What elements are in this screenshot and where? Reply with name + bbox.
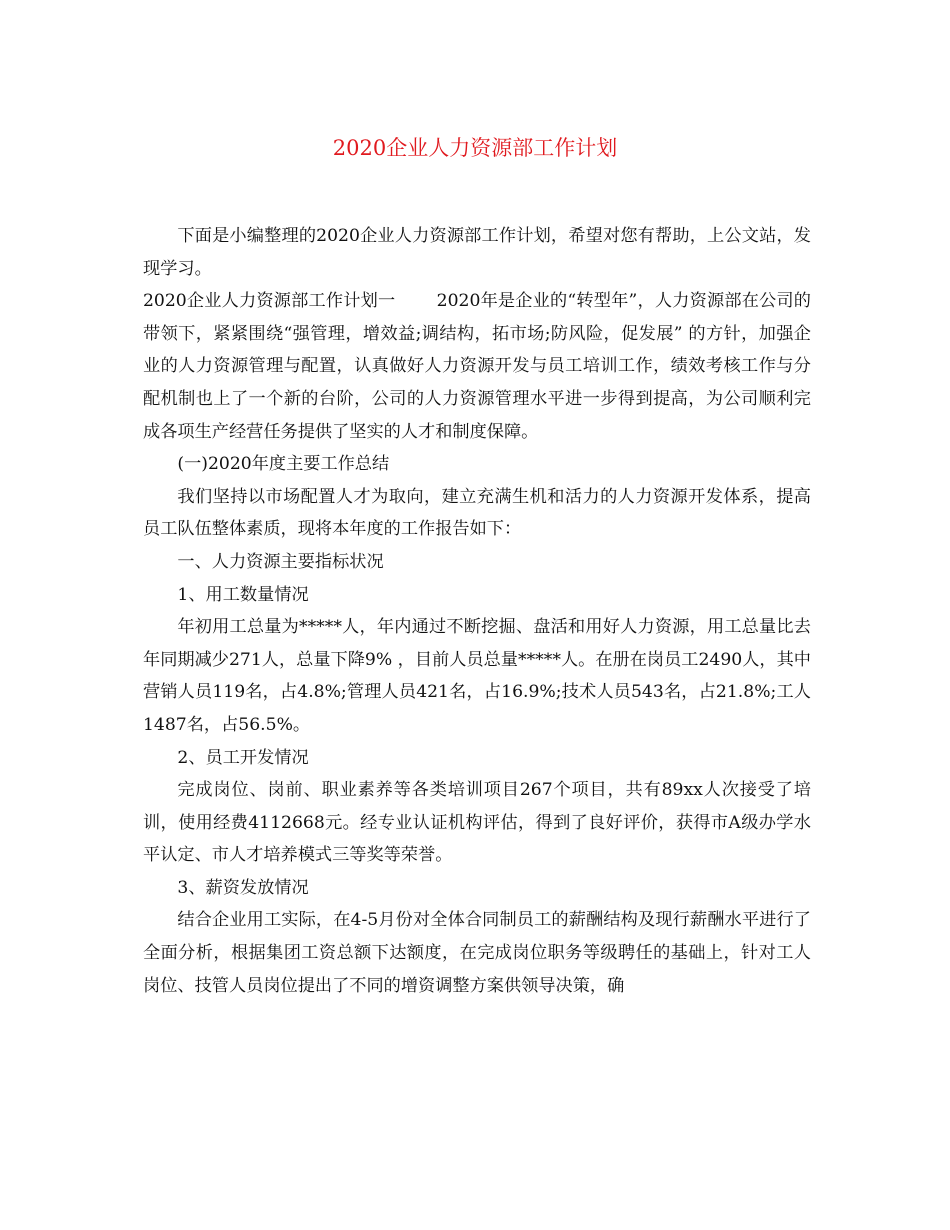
sub-3-heading: 3、薪资发放情况 bbox=[177, 877, 309, 898]
plan-intro-text: 2020年是企业的“转型年”，人力资源部在公司的带领下，紧紧围绕“强管理，增效益;调结构，拓市场;防风险，促发展” 的方针，加强企业的人力资源管理与配置，认真做好人力资源开发与员工培训工作，绩效考核工作与分配机制也上了一个新的台阶，公司的人力资源管理水平进一步得到提高，为公司顺利完成各项生产经营任务提供了坚实的人才和制度保障。 bbox=[143, 291, 811, 442]
document-body bbox=[143, 220, 811, 1002]
sub-3-paragraph: 结合企业用工实际，在4-5月份对全体合同制员工的薪酬结构及现行薪酬水平进行了全面分析，根据集团工资总额下达额度，在完成岗位职务等级聘任的基础上，针对工人岗位、技管人员岗位提出了不同的增资调整方案供领导决策，确 bbox=[143, 910, 811, 996]
sub-2-heading: 2、员工开发情况 bbox=[177, 747, 309, 768]
sub-1-paragraph: 年初用工总量为*****人，年内通过不断挖掘、盘活和用好人力资源，用工总量比去年同期减少271人，总量下降9% ，目前人员总量*****人。在册在岗员工2490人，其中营销人员119名，占4.8%;管理人员421名，占16.9%;技术人员543名，占21.8%;工人1487名，占56.5%。 bbox=[143, 617, 811, 735]
summary-paragraph: 我们坚持以市场配置人才为取向，建立充满生机和活力的人力资源开发体系，提高员工队伍整体素质，现将本年度的工作报告如下： bbox=[143, 486, 811, 540]
document-title: 2020企业人力资源部工作计划 bbox=[332, 136, 618, 160]
section-summary-heading: (一)2020年度主要工作总结 bbox=[177, 454, 390, 475]
section-1-heading: 一、人力资源主要指标状况 bbox=[177, 551, 384, 572]
sub-1-heading: 1、用工数量情况 bbox=[177, 584, 309, 605]
sub-2-paragraph: 完成岗位、岗前、职业素养等各类培训项目267个项目，共有89xx人次接受了培训，使用经费4112668元。经专业认证机构评估，得到了良好评价，获得市A级办学水平认定、市人才培养模式三等奖等荣誉。 bbox=[143, 780, 811, 866]
plan-paragraph bbox=[143, 285, 811, 448]
plan-heading: 2020企业人力资源部工作计划一 bbox=[143, 291, 396, 312]
intro-paragraph: 下面是小编整理的2020企业人力资源部工作计划，希望对您有帮助，上公文站，发现学习。 bbox=[143, 226, 811, 279]
